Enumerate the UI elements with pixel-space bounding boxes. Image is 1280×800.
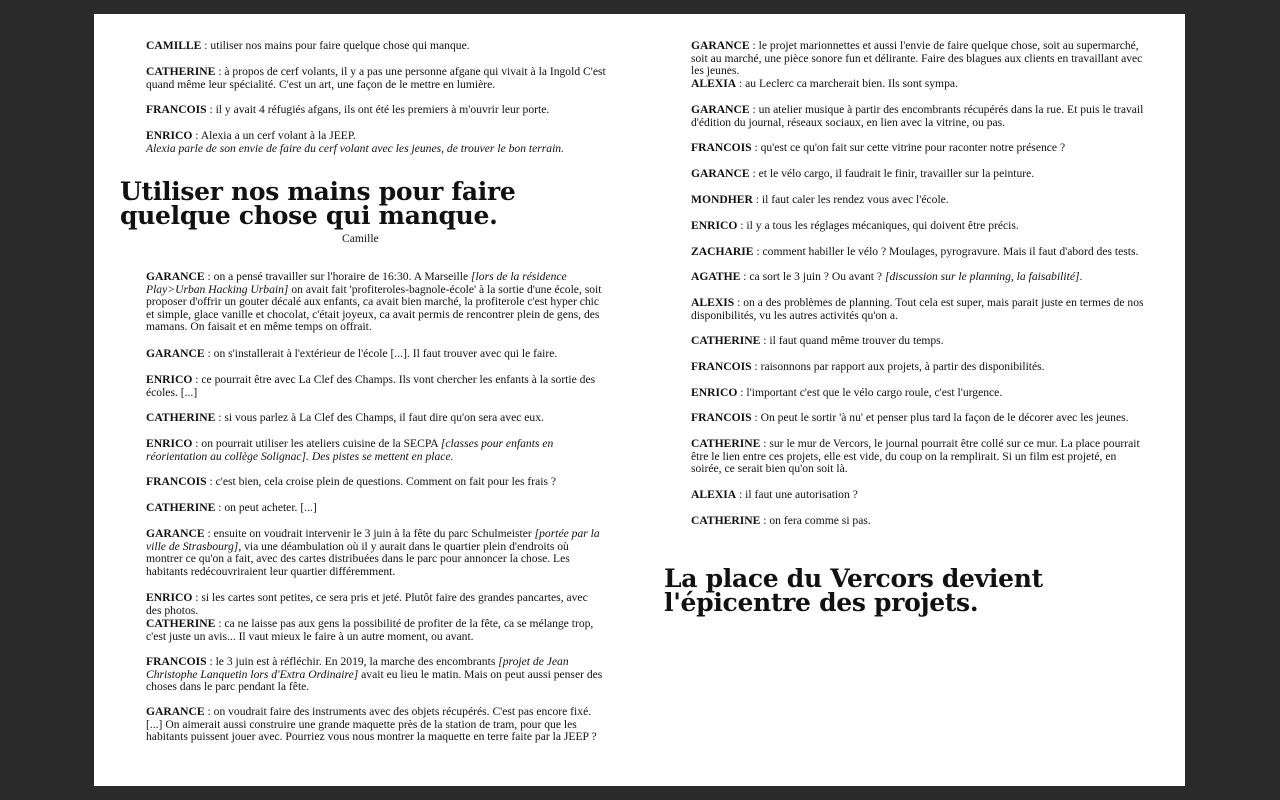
speaker-name: FRANCOIS: [146, 655, 207, 668]
dialogue-text: : il y a tous les réglages mécaniques, qui doivent être précis.: [737, 219, 1019, 232]
dialogue-text: : si vous parlez à La Clef des Champs, il faut dire qu'on sera avec eux.: [215, 411, 544, 424]
speaker-name: FRANCOIS: [146, 475, 207, 488]
speaker-name: ALEXIS: [691, 296, 735, 309]
dialogue-text: : utiliser nos mains pour faire quelque chose qui manque.: [201, 39, 470, 52]
speaker-name: CATHERINE: [146, 411, 216, 424]
dialogue-text: : un atelier musique à partir des encombrants récupérés dans la rue. Et puis le travail d'édition du journal, réseaux sociaux, en lien avec la vitrine, ou pas.: [691, 103, 1144, 129]
dialogue-text: : raisonnons par rapport aux projets, à partir des disponibilités.: [751, 360, 1045, 373]
speaker-name: FRANCOIS: [691, 360, 752, 373]
dialogue-paragraph: [146, 271, 606, 334]
dialogue-text: : il y avait 4 réfugiés afgans, ils ont été les premiers à m'ouvrir leur porte.: [206, 103, 550, 116]
dialogue-paragraph: [691, 412, 1146, 425]
pull-quote-credit: Camille: [342, 232, 379, 245]
dialogue-text: : on pourrait utiliser les ateliers cuisine de la SECPA: [192, 437, 441, 450]
dialogue-text: : si les cartes sont petites, ce sera pris et jeté. Plutôt faire des grandes pancartes, avec des photos.: [146, 591, 588, 617]
speaker-name: ENRICO: [691, 219, 738, 232]
speaker-name: GARANCE: [146, 527, 205, 540]
stage-note: [discussion sur le planning, la faisabilité]: [884, 270, 1080, 283]
dialogue-text: : on voudrait faire des instruments avec des objets récupérés. C'est pas encore fixé. [...] On aimerait aussi construire une grande maquette près de la station de tram, pour que les habitants puissent jouer avec. Pourriez vous nous montrer la maquette en terre faite par la JEEP ?: [146, 705, 597, 744]
dialogue-paragraph: [146, 40, 606, 53]
dialogue-paragraph: [691, 489, 1146, 502]
pull-quote-line: l'épicentre des projets.: [664, 588, 979, 617]
dialogue-text: : il faut caler les rendez vous avec l'école.: [752, 193, 949, 206]
speaker-name: GARANCE: [691, 103, 750, 116]
dialogue-text: : ca sort le 3 juin ? Ou avant ?: [740, 270, 885, 283]
dialogue-paragraph: [691, 246, 1146, 259]
speaker-name: GARANCE: [146, 270, 205, 283]
dialogue-paragraph: [691, 168, 1146, 181]
dialogue-text: : le projet marionnettes et aussi l'envie de faire quelque chose, soit au supermarché, soit au marché, une pièce sonore fun et délirante. Faire des blagues aux clients en travaillant avec les jeunes.: [691, 39, 1143, 78]
speaker-name: CATHERINE: [146, 501, 216, 514]
speaker-name: ENRICO: [146, 129, 193, 142]
dialogue-paragraph: [691, 194, 1146, 207]
dialogue-paragraph: [146, 618, 606, 643]
dialogue-paragraph: [691, 297, 1146, 322]
dialogue-text: : on fera comme si pas.: [760, 514, 871, 527]
dialogue-text: : qu'est ce qu'on fait sur cette vitrine pour raconter notre présence ?: [751, 141, 1066, 154]
dialogue-text: : comment habiller le vélo ? Moulages, pyrogravure. Mais il faut d'abord des tests.: [753, 245, 1139, 258]
dialogue-text: : il faut une autorisation ?: [736, 488, 858, 501]
speaker-name: GARANCE: [691, 39, 750, 52]
dialogue-text: .: [1079, 270, 1083, 283]
speaker-name: ENRICO: [691, 386, 738, 399]
dialogue-paragraph: [691, 220, 1146, 233]
dialogue-paragraph: [691, 104, 1146, 129]
dialogue-paragraph: [691, 515, 1146, 528]
speaker-name: CATHERINE: [146, 617, 216, 630]
dialogue-paragraph: [146, 592, 606, 617]
speaker-name: ZACHARIE: [691, 245, 754, 258]
pull-quote-line: Utiliser nos mains pour faire: [120, 177, 516, 206]
dialogue-paragraph: [146, 656, 606, 694]
dialogue-paragraph: [146, 374, 606, 399]
dialogue-text: : le 3 juin est à réfléchir. En 2019, la marche des encombrants: [206, 655, 499, 668]
speaker-name: AGATHE: [691, 270, 741, 283]
stage-note: Alexia parle de son envie de faire du cerf volant avec les jeunes, de trouver le bon terrain.: [146, 141, 565, 155]
dialogue-paragraph: [146, 502, 606, 515]
dialogue-paragraph: [691, 335, 1146, 348]
speaker-name: MONDHER: [691, 193, 753, 206]
dialogue-text: : l'important c'est que le vélo cargo roule, c'est l'urgence.: [737, 386, 1003, 399]
dialogue-text: : à propos de cerf volants, il y a pas une personne afgane qui vivait à la Ingold C'est quand même leur spécialité. C'est un art, une façon de le mettre en lumière.: [146, 65, 606, 91]
dialogue-text: : ensuite on voudrait intervenir le 3 juin à la fête du parc Schulmeister: [204, 527, 535, 540]
dialogue-text: : c'est bien, cela croise plein de questions. Comment on fait pour les frais ?: [206, 475, 557, 488]
speaker-name: FRANCOIS: [691, 141, 752, 154]
pull-quote-line: quelque chose qui manque.: [120, 201, 498, 230]
dialogue-text: on avait fait 'profiteroles-bagnole-école' à la sortie d'une école, soit proposer d'offrir un gouter décalé aux enfants, ca avait bien marché, la profiterole c'est hyper chic et simple, glace vanille et chocolat, c'était joyeux, ca avait permis de rencontrer plein de gens, des mamans. On faisait et en même temps on offrait.: [146, 282, 602, 334]
pull-quote: [664, 564, 1043, 617]
speaker-name: CATHERINE: [146, 65, 216, 78]
dialogue-paragraph: [691, 78, 1146, 91]
dialogue-text: , via une déambulation où il y aurait dans le quartier plein d'endroits où montrer ce qu'on a fait, avec des cartes distribuées dans le parc pour annoncer la chose. Les habitants redécouvriraient leur quartier différemment.: [146, 539, 570, 578]
dialogue-text: : On peut le sortir 'à nu' et penser plus tard la façon de le décorer avec les jeunes.: [751, 411, 1129, 424]
speaker-name: CAMILLE: [146, 39, 202, 52]
document-spread: [94, 14, 1185, 786]
dialogue-text: : ce pourrait être avec La Clef des Champs. Ils vont chercher les enfants à la sortie des écoles. [...]: [146, 373, 596, 399]
stage-note: [projet de Jean Christophe Lanquetin lors d'Extra Ordinaire]: [146, 655, 569, 681]
speaker-name: FRANCOIS: [691, 411, 752, 424]
speaker-name: ALEXIA: [691, 488, 737, 501]
dialogue-paragraph: [146, 104, 606, 117]
speaker-name: FRANCOIS: [146, 103, 207, 116]
speaker-name: GARANCE: [691, 167, 750, 180]
dialogue-text: : on s'installerait à l'extérieur de l'école [...]. Il faut trouver avec qui le faire.: [204, 347, 558, 360]
dialogue-paragraph: [691, 438, 1146, 476]
dialogue-text: : on a pensé travailler sur l'horaire de 16:30. A Marseille: [204, 270, 472, 283]
stage-note: [lors de la résidence Play>Urban Hacking Urbain]: [146, 270, 567, 296]
speaker-name: CATHERINE: [691, 437, 761, 450]
pull-quote-line: La place du Vercors devient: [664, 564, 1043, 593]
dialogue-paragraph: [146, 438, 606, 463]
dialogue-paragraph: [146, 66, 606, 91]
dialogue-paragraph: [691, 387, 1146, 400]
speaker-name: ALEXIA: [691, 77, 737, 90]
dialogue-text: : on peut acheter. [...]: [215, 501, 317, 514]
speaker-name: ENRICO: [146, 591, 193, 604]
dialogue-paragraph: [146, 476, 606, 489]
pull-quote: [120, 177, 516, 230]
dialogue-paragraph: [691, 361, 1146, 374]
speaker-name: GARANCE: [146, 347, 205, 360]
dialogue-paragraph: [146, 706, 606, 744]
dialogue-paragraph: [146, 412, 606, 425]
dialogue-text: : et le vélo cargo, il faudrait le finir, travailler sur la peinture.: [749, 167, 1035, 180]
dialogue-text: : Alexia a un cerf volant à la JEEP.: [192, 129, 356, 142]
dialogue-text: : on a des problèmes de planning. Tout cela est super, mais parait juste en termes de nos disponibilités, vu les autres activités qu'on a.: [691, 296, 1144, 322]
speaker-name: ENRICO: [146, 373, 193, 386]
dialogue-text: : ca ne laisse pas aux gens la possibilité de profiter de la fête, ca se mélange trop, c'est juste un avis... Il vaut mieux le faire à un autre moment, ou avant.: [146, 617, 594, 643]
speaker-name: CATHERINE: [691, 334, 761, 347]
speaker-name: ENRICO: [146, 437, 193, 450]
dialogue-paragraph: [691, 142, 1146, 155]
dialogue-text: : au Leclerc ca marcherait bien. Ils sont sympa.: [736, 77, 958, 90]
dialogue-text: avait eu lieu le matin. Mais on peut aussi penser des choses dans le parc pendant la fête.: [146, 667, 603, 694]
dialogue-text: : sur le mur de Vercors, le journal pourrait être collé sur ce mur. La place pourrait être le lien entre ces projets, elle est vide, du coup on la remplirait. Si un film est projeté, en soirée, ce serait bien qu'on soit là.: [691, 437, 1140, 476]
dialogue-paragraph: [146, 130, 606, 155]
dialogue-text: : il faut quand même trouver du temps.: [760, 334, 944, 347]
dialogue-paragraph: [691, 271, 1146, 284]
stage-note: [portée par la ville de Strasbourg]: [146, 527, 600, 553]
dialogue-paragraph: [146, 348, 606, 361]
dialogue-paragraph: [146, 528, 606, 578]
dialogue-paragraph: [691, 40, 1146, 78]
speaker-name: CATHERINE: [691, 514, 761, 527]
stage-note: [classes pour enfants en réorientation au collège Solignac]. Des pistes se mettent en place.: [146, 437, 554, 463]
speaker-name: GARANCE: [146, 705, 205, 718]
